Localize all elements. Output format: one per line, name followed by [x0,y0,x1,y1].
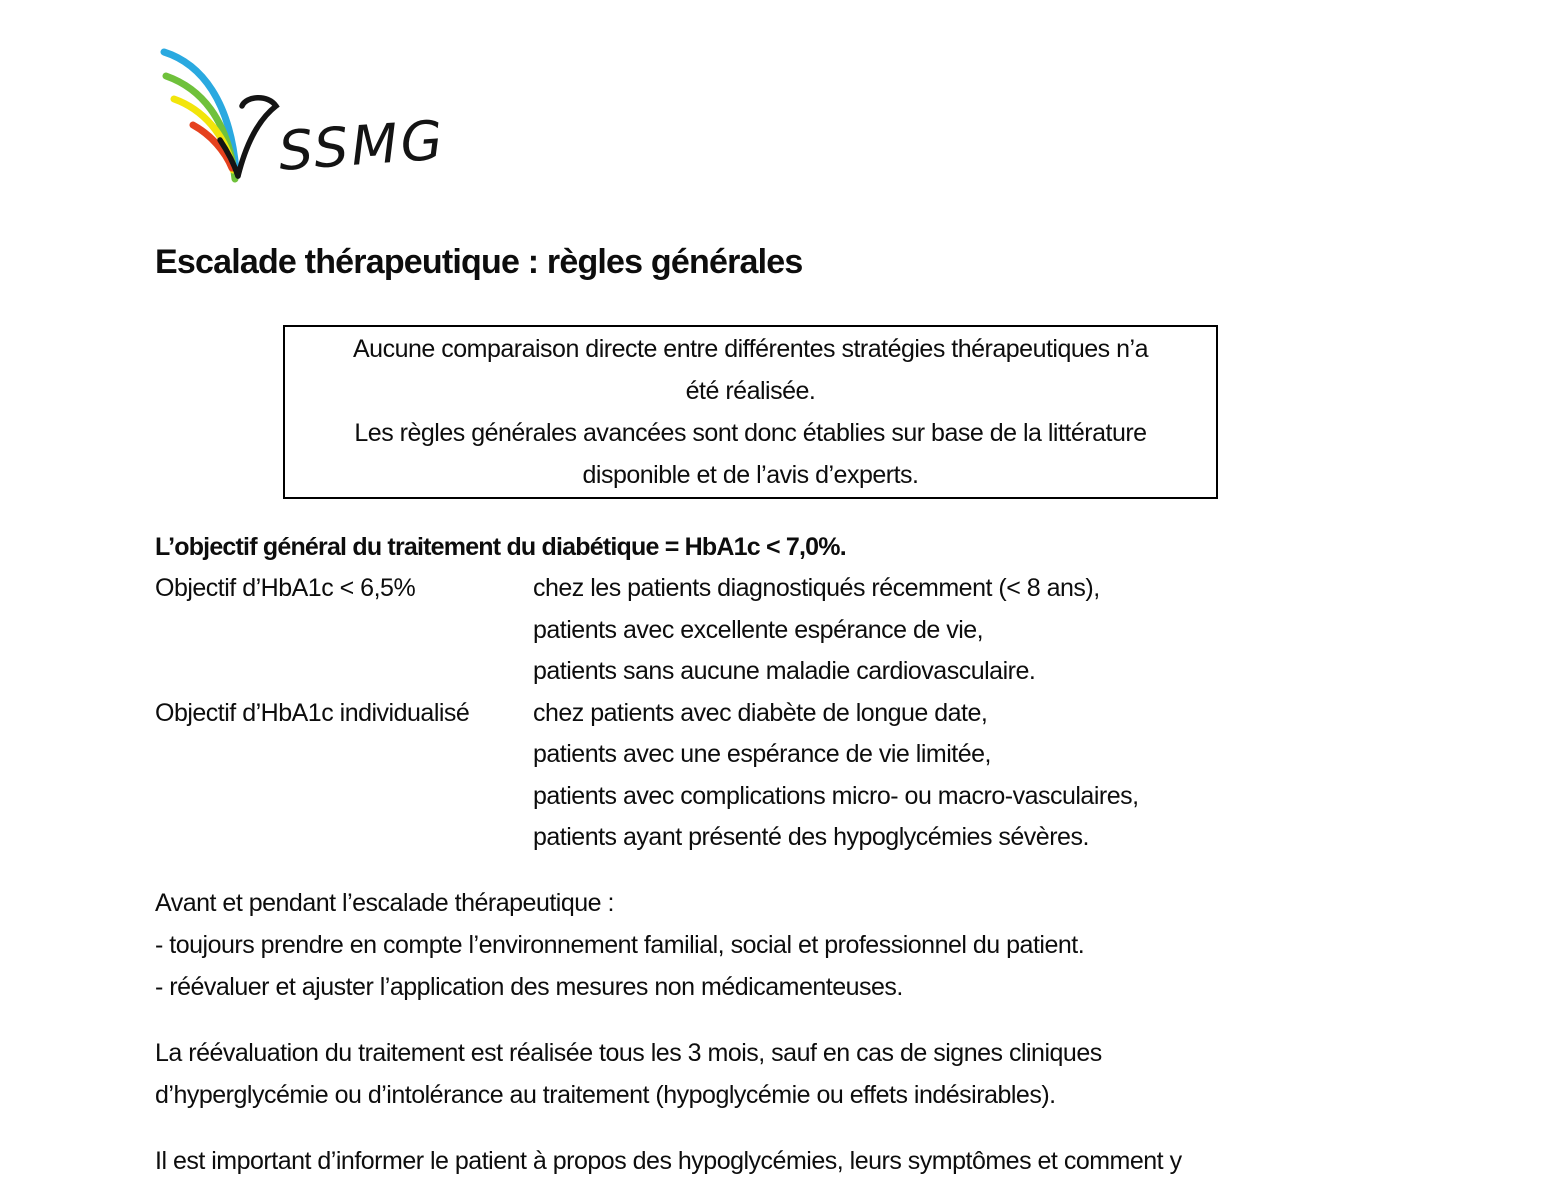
criteria-line: patients ayant présenté des hypoglycémies sévères. [533,823,1089,851]
criteria-line: patients avec complications micro- ou macro-vasculaires, [533,781,1139,810]
objective-label: Objectif d’HbA1c < 6,5% [155,574,416,602]
objectives-heading: L’objectif général du traitement du diabétique = HbA1c < 7,0%. [155,533,846,561]
criteria-line: chez patients avec diabète de longue date, [533,698,988,727]
callout-line: disponible et de l’avis d’experts. [582,461,919,489]
escalation-heading: Avant et pendant l’escalade thérapeutique : [155,889,614,917]
escalation-point: - réévaluer et ajuster l’application des mesures non médicamenteuses. [155,973,903,1001]
info-paragraph: Il est important d’informer le patient à propos des hypoglycémies, leurs symptômes et comment y [155,1147,1182,1175]
callout-line: été réalisée. [685,377,816,405]
ssmg-logo [150,48,440,193]
criteria-line: patients avec une espérance de vie limitée, [533,740,991,768]
objective-criteria [533,568,1315,693]
reevaluation-paragraph [155,1032,1102,1116]
logo-text: SSMG [276,108,440,183]
reevaluation-line: La réévaluation du traitement est réalisée tous les 3 mois, sauf en cas de signes cliniques [155,1039,1102,1067]
callout-box [283,325,1218,499]
objectives-section [155,526,1315,859]
escalation-point: - toujours prendre en compte l’environnement familial, social et professionnel du patient. [155,931,1085,959]
ssmg-logo-graphic [150,48,440,193]
objectives-table [155,568,1315,859]
logo-check-right-stroke [238,98,276,176]
page-title: Escalade thérapeutique : règles générales [155,243,803,281]
criteria-line: patients sans aucune maladie cardiovasculaire. [533,657,1036,685]
escalation-section [155,882,1084,1008]
callout-line: Aucune comparaison directe entre différentes stratégies thérapeutiques n’a [353,335,1148,363]
objective-criteria [533,693,1315,859]
criteria-line: chez les patients diagnostiqués récemment (< 8 ans), [533,574,1100,602]
reevaluation-line: d’hyperglycémie ou d’intolérance au traitement (hypoglycémie ou effets indésirables). [155,1081,1056,1109]
callout-line: Les règles générales avancées sont donc établies sur base de la littérature [354,419,1147,447]
criteria-line: patients avec excellente espérance de vie, [533,615,984,644]
objective-label: Objectif d’HbA1c individualisé [155,698,470,727]
